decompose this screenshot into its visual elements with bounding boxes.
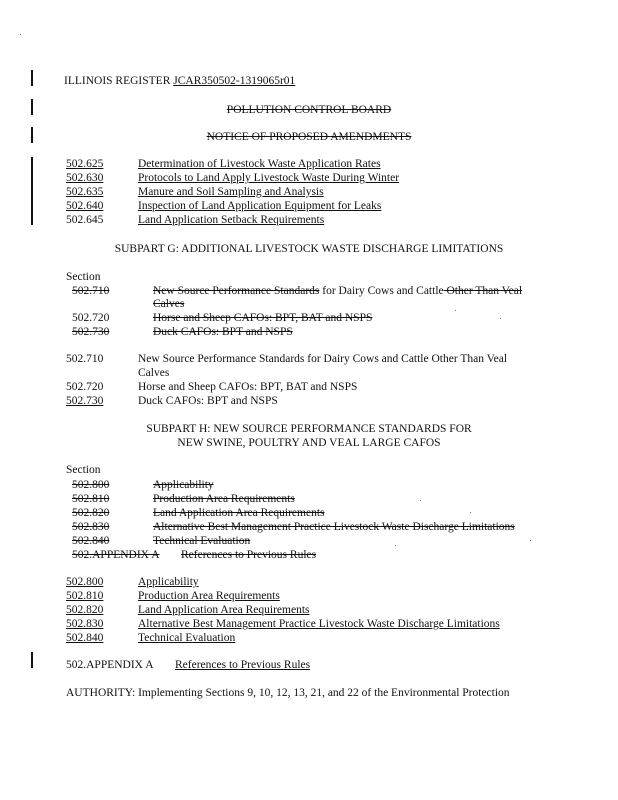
section-number: 502.635	[66, 186, 104, 198]
section-title: Land Application Area Requirements	[138, 604, 310, 616]
section-title: Determination of Livestock Waste Application Rates	[138, 158, 381, 170]
section-number: 502.645	[66, 214, 104, 226]
change-bar	[31, 652, 33, 668]
board-title: POLLUTION CONTROL BOARD	[226, 104, 392, 116]
section-number: 502.820	[72, 507, 110, 519]
scan-speck	[500, 318, 501, 319]
section-number: 502.810	[72, 493, 110, 505]
appendix-number: 502.APPENDIX A	[66, 659, 154, 671]
section-title-continued: Calves	[153, 298, 185, 310]
section-number: 502.830	[72, 521, 110, 533]
scan-speck	[455, 310, 456, 311]
section-title: Inspection of Land Application Equipment for Leaks	[138, 200, 382, 212]
section-column-label: Section	[66, 464, 101, 476]
section-number: 502.840	[66, 632, 104, 644]
section-number: 502.800	[66, 576, 104, 588]
section-title: New Source Performance Standards for Dairy Cows and Cattle Other Than Veal	[138, 353, 508, 365]
register-code: JCAR350502-1319065r01	[173, 75, 296, 87]
section-title: Land Application Setback Requirements	[138, 214, 325, 226]
section-title: Duck CAFOs: BPT and NSPS	[138, 395, 278, 407]
section-number: 502.720	[66, 381, 104, 393]
section-number: 502.730	[66, 395, 104, 407]
scan-speck	[395, 545, 396, 546]
section-number: 502.830	[66, 618, 104, 630]
section-title: Alternative Best Management Practice Livestock Waste Discharge Limitations	[138, 618, 500, 630]
section-title: Land Application Area Requirements	[153, 507, 325, 519]
authority-line: AUTHORITY: Implementing Sections 9, 10, 12, 13, 21, and 22 of the Environmental Protection	[66, 687, 510, 699]
appendix-title: References to Previous Rules	[181, 549, 317, 561]
subpart-h-heading: SUBPART H: NEW SOURCE PERFORMANCE STANDARDS FOR	[146, 423, 472, 435]
change-bar	[31, 70, 33, 86]
section-title: Horse and Sheep CAFOs: BPT, BAT and NSPS	[138, 381, 358, 393]
section-number: 502.625	[66, 158, 104, 170]
section-title: Alternative Best Management Practice Livestock Waste Discharge Limitations	[153, 521, 515, 533]
section-number: 502.710	[72, 285, 110, 297]
section-number: 502.800	[72, 479, 110, 491]
section-title: Duck CAFOs: BPT and NSPS	[153, 326, 293, 338]
section-number: 502.710	[66, 353, 104, 365]
scan-speck	[470, 512, 471, 513]
section-title: Applicability	[138, 576, 199, 588]
notice-title: NOTICE OF PROPOSED AMENDMENTS	[206, 131, 412, 143]
register-header	[64, 75, 295, 88]
section-title: New Source Performance Standards for Dairy Cows and Cattle Other Than Veal	[153, 285, 523, 297]
section-column-label: Section	[66, 271, 101, 283]
section-title: Production Area Requirements	[153, 493, 295, 505]
appendix-number: 502.APPENDIX A	[72, 549, 160, 561]
register-label: ILLINOIS REGISTER	[64, 75, 171, 87]
scan-speck	[420, 500, 421, 501]
section-title: Technical Evaluation	[153, 535, 251, 547]
section-title: Horse and Sheep CAFOs: BPT, BAT and NSPS	[153, 312, 373, 324]
scan-speck	[20, 34, 21, 35]
section-number: 502.720	[72, 312, 110, 324]
section-title: Production Area Requirements	[138, 590, 280, 602]
section-number: 502.820	[66, 604, 104, 616]
appendix-title: References to Previous Rules	[175, 659, 311, 671]
section-title-continued: Calves	[138, 367, 170, 379]
section-number: 502.810	[66, 590, 104, 602]
section-number: 502.840	[72, 535, 110, 547]
section-title: Technical Evaluation	[138, 632, 236, 644]
section-number: 502.730	[72, 326, 110, 338]
subpart-g-heading: SUBPART G: ADDITIONAL LIVESTOCK WASTE DISCHARGE LIMITATIONS	[114, 243, 504, 255]
section-number: 502.630	[66, 172, 104, 184]
change-bar	[31, 157, 33, 225]
section-number: 502.640	[66, 200, 104, 212]
section-title: Manure and Soil Sampling and Analysis	[138, 186, 324, 198]
scan-speck	[530, 540, 531, 541]
section-title: Protocols to Land Apply Livestock Waste During Winter	[138, 172, 400, 184]
subpart-h-heading-line2: NEW SWINE, POULTRY AND VEAL LARGE CAFOS	[177, 437, 441, 449]
section-title: Applicability	[153, 479, 214, 491]
